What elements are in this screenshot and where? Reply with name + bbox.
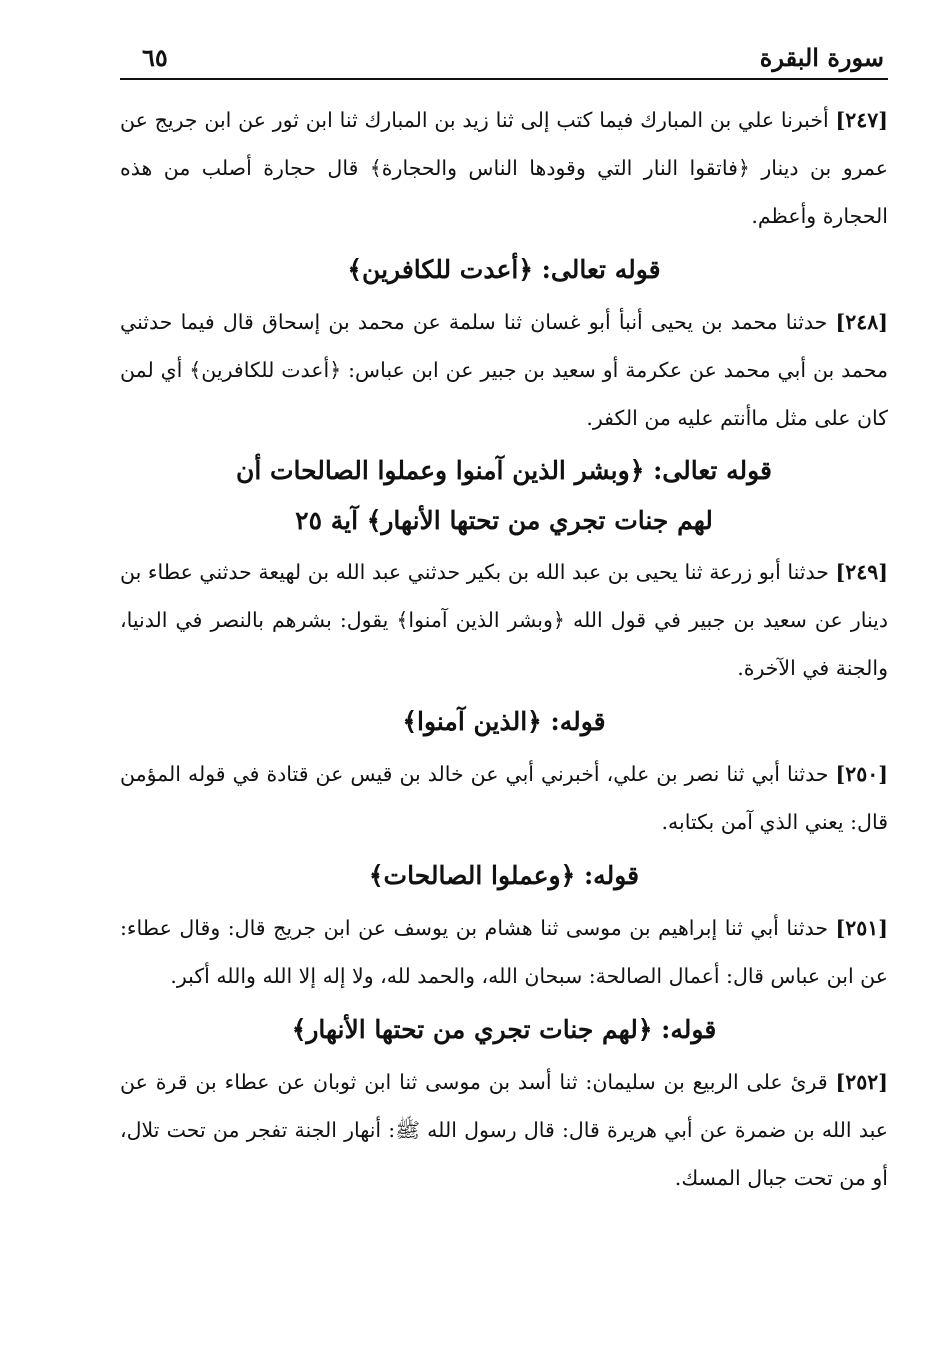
narration-252 [120,1058,888,1202]
narration-250 [120,750,888,846]
narration-number: [٢٥٠] [835,762,888,786]
narration-text: حدثنا أبو زرعة ثنا يحيى بن عبد الله بن بكير حدثني عبد الله بن لهيعة حدثني عطاء بن دينار عن سعيد بن جبير في قول الله ﴿وبشر الذين آمنوا﴾ يقول: بشرهم بالنصر في الدنيا، والجنة في الآخرة. [120,560,888,680]
narration-249 [120,548,888,692]
narration-text: حدثنا أبي ثنا إبراهيم بن موسى ثنا هشام بن يوسف عن ابن جريج قال: وقال عطاء: عن ابن عباس قال: أعمال الصالحة: سبحان الله، والحمد لله، ولا إله إلا الله والله أكبر. [120,916,888,988]
heading-line: لهم جنات تجري من تحتها الأنهار﴾ آية ٢٥ [295,506,713,535]
narration-number: [٢٤٨] [835,310,888,334]
page-number: ٦٥ [142,43,168,72]
narration-number: [٢٤٧] [835,108,888,132]
narration-247 [120,96,888,240]
page-body [120,96,888,1202]
narration-number: [٢٤٩] [835,560,888,584]
narration-text: أخبرنا علي بن المبارك فيما كتب إلى ثنا زيد بن المبارك ثنا ابن ثور عن ابن جريج عن عمرو بن دينار ﴿فاتقوا النار التي وقودها الناس والحجارة﴾ قال حجارة أصلب من هذه الحجارة وأعظم. [120,108,888,228]
heading-line: قوله تعالى: ﴿وبشر الذين آمنوا وعملوا الصالحات أن [236,456,772,485]
running-header [120,36,888,80]
narration-number: [٢٥١] [835,916,888,940]
section-heading: قوله: ﴿لهم جنات تجري من تحتها الأنهار﴾ [291,1015,717,1044]
book-page [120,36,888,1202]
narration-number: [٢٥٢] [835,1070,888,1094]
narration-251 [120,904,888,1000]
section-heading: قوله: ﴿وعملوا الصالحات﴾ [368,861,640,890]
narration-248 [120,298,888,442]
surah-title: سورة البقرة [759,43,884,72]
narration-text: قرئ على الربيع بن سليمان: ثنا أسد بن موسى ثنا ابن ثوبان عن عطاء بن قرة عن عبد الله بن ضمرة عن أبي هريرة قال: قال رسول الله ﷺ: أنهار الجنة تفجر من تحت تلال، أو من تحت جبال المسك. [120,1070,888,1190]
section-heading-verse-25 [120,446,888,546]
section-heading: قوله: ﴿الذين آمنوا﴾ [402,707,606,736]
section-heading: قوله تعالى: ﴿أعدت للكافرين﴾ [347,255,661,284]
narration-text: حدثنا أبي ثنا نصر بن علي، أخبرني أبي عن خالد بن قيس عن قتادة في قوله المؤمن قال: يعني الذي آمن بكتابه. [120,762,888,834]
narration-text: حدثنا محمد بن يحيى أنبأ أبو غسان ثنا سلمة عن محمد بن إسحاق قال فيما حدثني محمد بن أبي محمد عن عكرمة أو سعيد بن جبير عن ابن عباس: ﴿أعدت للكافرين﴾ أي لمن كان على مثل ماأنتم عليه من الكفر. [120,310,888,430]
